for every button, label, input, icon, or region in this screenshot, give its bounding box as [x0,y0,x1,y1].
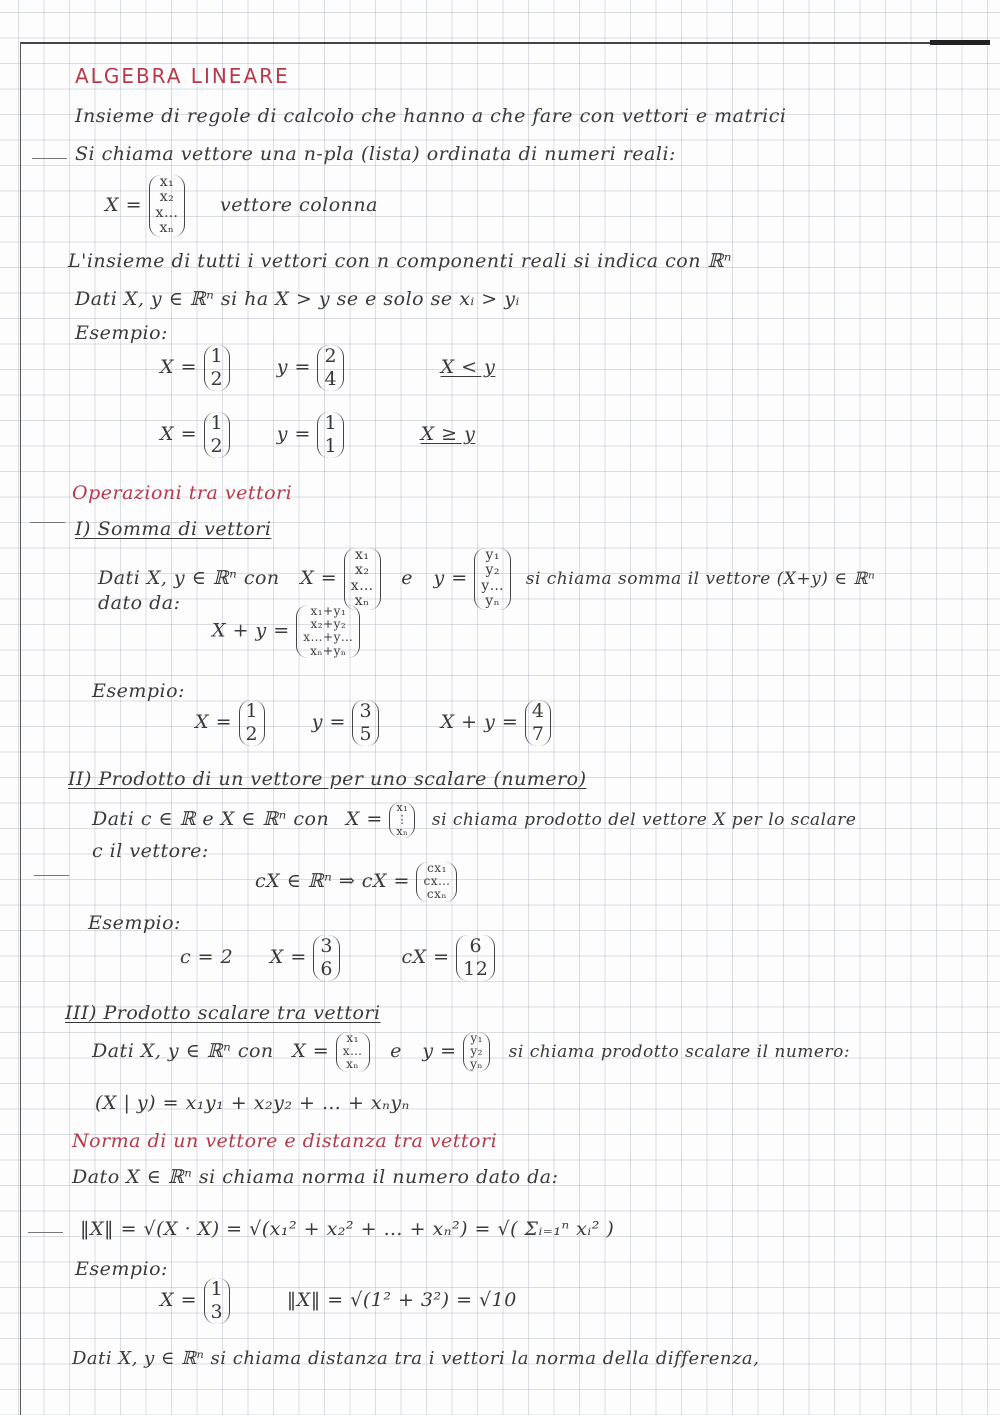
vector-entry: x₁ [396,801,409,814]
vector-x [389,802,415,838]
vector-x [239,700,266,746]
vector-x [313,935,340,981]
vector-lhs: y = [422,1039,457,1062]
vector-entry: x… [155,204,179,221]
vector-entry: 4 [324,367,338,390]
sum-text: Dati X, y ∈ ℝⁿ con [98,566,280,589]
example-3 [180,935,495,981]
scalar-product-heading: II) Prodotto di un vettore per uno scalare (numero) [68,768,587,790]
vector-entry: 6 [469,935,483,957]
dot-text: Dati X, y ∈ ℝⁿ con [92,1039,274,1062]
vector-entry: x₂ [354,562,370,579]
vector-entry: 1 [324,412,338,434]
vector-lhs: y = [276,422,311,445]
vector-entry: x₁ [354,547,370,563]
vector-x [204,1278,231,1324]
vector-entry: 3 [210,1300,224,1323]
vector-entry: 2 [324,345,338,367]
sum-heading: I) Somma di vettori [75,518,272,540]
dot-text: si chiama prodotto scalare il numero: [508,1041,851,1062]
vector-y [352,700,379,746]
vector-x [336,1032,370,1072]
scaled-lhs: cX = [401,945,450,968]
vector-x [344,548,381,610]
example-label: Esempio: [92,680,185,702]
page-left-edge [20,42,21,1415]
example-label: Esempio: [75,322,168,344]
scalar-value: c = 2 [180,945,234,968]
vector-entry: 1 [210,412,224,434]
vector-entry: y₂ [470,1044,483,1059]
page-top-edge [20,42,980,44]
vector-entry: y… [481,577,505,594]
sum-definition [98,548,875,610]
vector-definition: Si chiama vettore una n-pla (lista) ordinata di numeri reali: [75,143,676,165]
vector-lhs: y = [276,355,311,378]
scaled-vector [416,862,457,902]
vector-entry: x₁ [346,1031,359,1045]
vector-y [317,412,344,458]
vector-entry: xₙ [159,220,175,237]
example-1a [160,345,495,391]
margin-mark [32,158,67,159]
vector-entry: cx₁ [427,861,447,875]
vector-entry: 2 [245,722,259,745]
column-vector-label: vettore colonna [220,193,378,216]
vector-entry: 7 [531,722,545,745]
vector-entry: 1 [245,700,259,722]
scalar-formula: cX ∈ ℝⁿ ⇒ cX = [255,869,410,892]
page-title: ALGEBRA LINEARE [75,64,290,88]
vector-entry: xₙ+yₙ [310,643,347,658]
dot-product-heading: III) Prodotto scalare tra vettori [65,1002,381,1024]
vector-entry: 1 [210,345,224,367]
margin-mark [28,1232,63,1233]
vector-lhs: X = [160,355,197,378]
vector-lhs: X = [292,1039,330,1062]
example-2 [195,700,551,746]
sum-given-by: dato da: [98,592,181,614]
vector-lhs: X = [160,1288,197,1311]
scalar-text: si chiama prodotto del vettore X per lo scalare [431,810,857,831]
vector-y [317,345,344,391]
example-label: Esempio: [75,1258,168,1280]
vector-entry: 3 [359,700,373,722]
example-1b [160,412,475,458]
vector-entry: x₁+y₁ [310,604,347,618]
relation: X < y [440,355,496,378]
vector-x [204,345,231,391]
vector-lhs: X = [195,710,232,733]
column-vector-example [105,175,378,237]
dot-product-formula: (X | y) = x₁y₁ + x₂y₂ + … + xₙyₙ [95,1092,410,1114]
vector-entry: 6 [320,957,333,980]
vector-entry: 2 [210,434,224,457]
norm-formula: ‖X‖ = √(X · X) = √(x₁² + x₂² + … + xₙ²) = √( Σᵢ₌₁ⁿ xᵢ² ) [80,1218,615,1240]
relation: X ≥ y [420,422,476,445]
conjunction: e [390,1039,402,1062]
sum-text: si chiama somma il vettore (X+y) ∈ ℝⁿ [525,568,876,589]
vector-lhs: y = [433,566,468,589]
vector-lhs: y = [311,710,346,733]
scalar-mult-vector: c il vettore: [92,840,209,862]
operations-heading: Operazioni tra vettori [72,482,293,504]
vector-entry: 5 [359,722,373,745]
vector-y [474,548,511,610]
norm-heading: Norma di un vettore e distanza tra vettori [72,1130,498,1152]
sum-vector [525,700,552,746]
vector-x [204,412,231,458]
vector-entry: 12 [463,957,489,980]
vector-entry: yₙ [470,1057,484,1072]
sum-vector [296,605,360,658]
conjunction: e [401,566,413,589]
vector-entry: 3 [320,935,333,957]
norm-value: ‖X‖ = √(1² + 3²) = √10 [286,1288,517,1311]
vector-entry: y₁ [470,1031,483,1045]
vector-entry: yₙ [485,593,501,610]
scalar-mult-formula [255,862,457,902]
scaled-vector [456,935,495,981]
column-vector [149,175,186,237]
vector-lhs: X = [269,945,307,968]
vector-lhs: X = [160,422,197,445]
vector-entry: 4 [531,700,545,722]
rn-definition: L'insieme di tutti i vettori con n componenti reali si indica con ℝⁿ [68,250,732,272]
vector-entry: x… [350,577,374,594]
vector-entry: x…+y… [303,630,354,645]
dot-product-definition [92,1032,850,1072]
vector-y [463,1032,490,1072]
intro-line: Insieme di regole di calcolo che hanno a che fare con vettori e matrici [75,105,787,127]
vector-entry: xₙ [346,1057,360,1072]
vector-entry: xₙ [396,825,409,839]
vector-lhs: X = [105,193,142,216]
vector-entry: 2 [210,367,224,390]
vector-entry: x… [342,1044,363,1059]
vector-entry: ⋮ [396,813,409,827]
vector-entry: cx… [423,874,451,889]
sum-lhs: X + y = [440,710,519,733]
vector-entry: 1 [210,1278,224,1300]
vector-entry: y₂ [485,562,500,579]
example-label: Esempio: [88,912,181,934]
page-top-edge-mark [930,40,990,45]
scalar-mult-definition [92,802,856,838]
vector-entry: x₂ [159,189,175,206]
example-4 [160,1278,517,1324]
vector-lhs: X = [345,808,383,831]
vector-lhs: X = [300,566,338,589]
vector-entry: cxₙ [426,887,448,902]
vector-entry: 1 [324,434,338,457]
margin-mark [34,875,69,876]
distance-definition: Dati X, y ∈ ℝⁿ si chiama distanza tra i vettori la norma della differenza, [72,1348,760,1369]
norm-definition: Dato X ∈ ℝⁿ si chiama norma il numero dato da: [72,1166,559,1188]
sum-lhs: X + y = [212,619,290,642]
vector-entry: xₙ [354,593,370,610]
sum-formula [212,605,360,658]
scalar-text: Dati c ∈ ℝ e X ∈ ℝⁿ con [92,808,330,831]
vector-entry: x₂+y₂ [310,617,347,632]
margin-mark [30,522,65,523]
vector-entry: x₁ [159,174,175,190]
vector-entry: y₁ [485,547,500,563]
order-definition: Dati X, y ∈ ℝⁿ si ha X > y se e solo se xᵢ > yᵢ [75,288,520,310]
